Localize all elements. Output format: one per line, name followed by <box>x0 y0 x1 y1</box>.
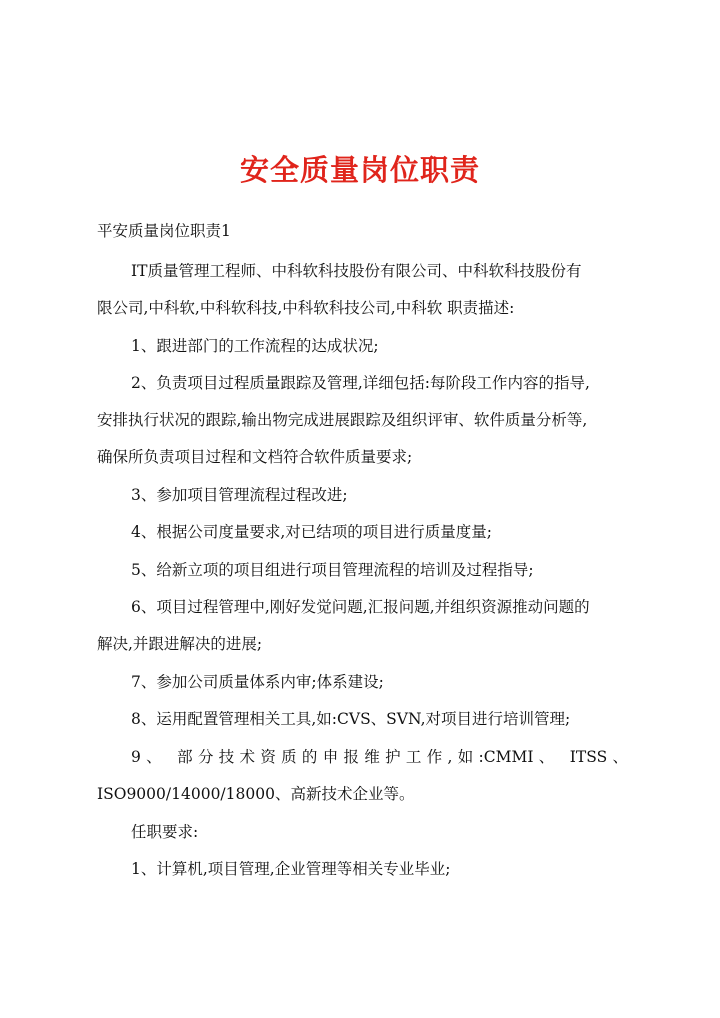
paragraph-line: IT质量管理工程师、中科软科技股份有限公司、中科软科技股份有 <box>131 262 582 280</box>
paragraph-line: 3、参加项目管理流程过程改进; <box>131 486 348 504</box>
paragraph-line: 5、给新立项的项目组进行项目管理流程的培训及过程指导; <box>131 561 534 579</box>
paragraph-line: 解决,并跟进解决的进展; <box>97 635 263 653</box>
paragraph-line: 安排执行状况的跟踪,输出物完成进展跟踪及组织评审、软件质量分析等, <box>97 411 588 429</box>
paragraph-line: 确保所负责项目过程和文档符合软件质量要求; <box>97 448 413 466</box>
paragraph-line: 1、计算机,项目管理,企业管理等相关专业毕业; <box>131 860 451 878</box>
paragraph-line: 8、运用配置管理相关工具,如:CVS、SVN,对项目进行培训管理; <box>131 710 571 728</box>
paragraph-line: ISO9000/14000/18000、高新技术企业等。 <box>97 785 415 803</box>
paragraph-line: 限公司,中科软,中科软科技,中科软科技公司,中科软 职责描述: <box>97 299 515 317</box>
paragraph-line: 2、负责项目过程质量跟踪及管理,详细包括:每阶段工作内容的指导, <box>131 374 590 392</box>
paragraph-line: 4、根据公司度量要求,对已结项的项目进行质量度量; <box>131 523 493 541</box>
paragraph-line: 任职要求: <box>131 823 199 841</box>
section-heading: 平安质量岗位职责1 <box>97 222 231 240</box>
document-title: 安全质量岗位职责 <box>239 153 480 187</box>
paragraph-line: 9、 部分技术资质的申报维护工作,如:CMMI、 ITSS、 <box>131 748 628 766</box>
paragraph-line: 7、参加公司质量体系内审;体系建设; <box>131 673 384 691</box>
paragraph-line: 6、项目过程管理中,刚好发觉问题,汇报问题,并组织资源推动问题的 <box>131 598 590 616</box>
paragraph-line: 1、跟进部门的工作流程的达成状况; <box>131 337 379 355</box>
